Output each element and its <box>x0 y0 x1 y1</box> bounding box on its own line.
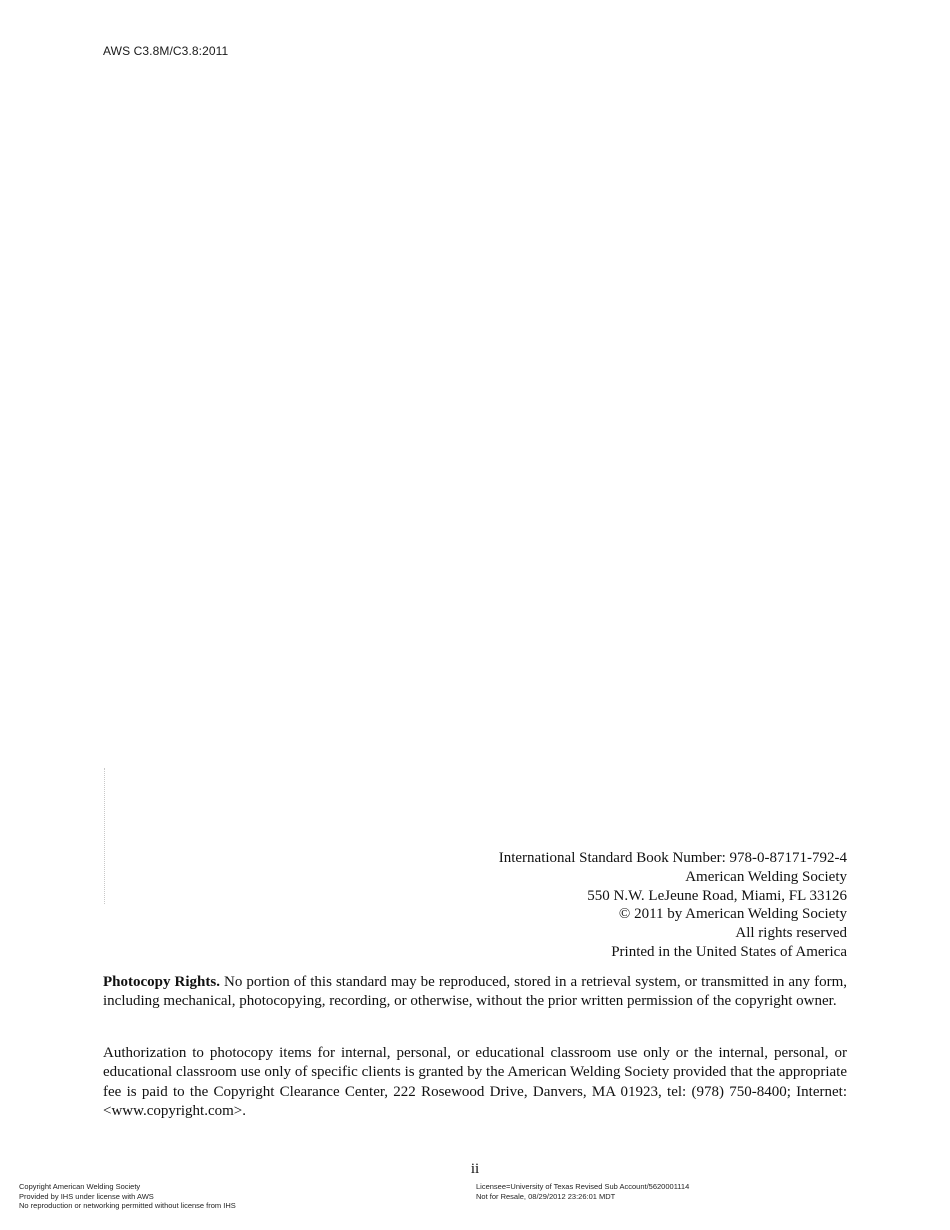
margin-dotted-mark <box>104 768 105 904</box>
address-line: 550 N.W. LeJeune Road, Miami, FL 33126 <box>587 887 847 904</box>
publisher-line: American Welding Society <box>685 868 847 885</box>
printed-line: Printed in the United States of America <box>611 943 847 960</box>
rights-line: All rights reserved <box>735 925 847 942</box>
footer-left-line: Provided by IHS under license with AWS <box>19 1191 154 1201</box>
imprint-block <box>287 849 847 962</box>
running-header: AWS C3.8M/C3.8:2011 <box>103 44 229 58</box>
photocopy-rights-heading: Photocopy Rights. <box>103 974 220 990</box>
photocopy-rights-text: No portion of this standard may be reproduced, stored in a retrieval system, or transmitted in any form, including mechanical, photocopying, recording, or otherwise, without the prior written permission of the copyright owner. <box>103 974 847 1010</box>
footer-right-line: Licensee=University of Texas Revised Sub Account/5620001114 <box>476 1182 690 1191</box>
copyright-line: © 2011 by American Welding Society <box>618 906 847 923</box>
authorization-paragraph: Authorization to photocopy items for internal, personal, or educational classroom use only or the internal, personal, or educational classroom use only of specific clients is granted by the American Welding Society provided that the appropriate fee is paid to the Copyright Clearance Center, 222 Rosewood Drive, Danvers, MA 01923, tel: (978) 750-8400; Internet: <www.copyright.com>. <box>103 1045 847 1120</box>
footer-right-line: Not for Resale, 08/29/2012 23:26:01 MDT <box>476 1191 616 1201</box>
page-number: ii <box>470 1161 480 1177</box>
footer-left-line: Copyright American Welding Society <box>19 1182 141 1191</box>
photocopy-rights-paragraph <box>103 973 847 1012</box>
footer-license-right <box>476 1182 689 1201</box>
footer-left-line: No reproduction or networking permitted without license from IHS <box>19 1201 236 1211</box>
footer-license-left <box>19 1182 236 1211</box>
isbn-line: International Standard Book Number: 978-0-87171-792-4 <box>498 850 847 866</box>
